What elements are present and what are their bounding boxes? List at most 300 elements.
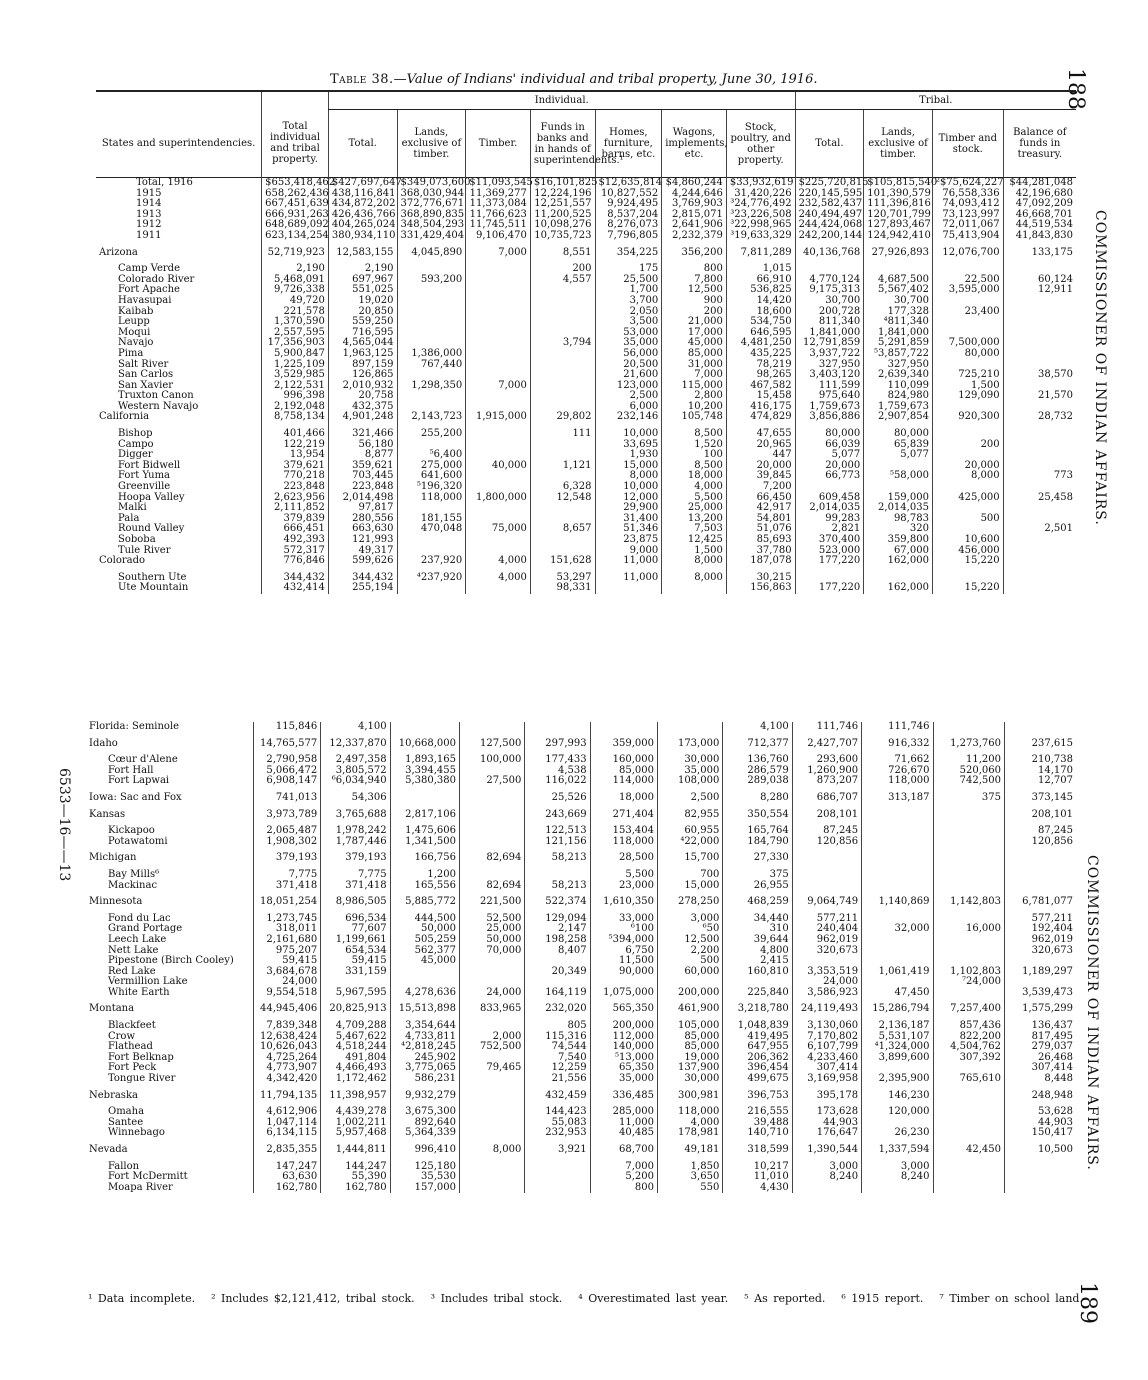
value-cell: 42,196,680 — [1003, 189, 1076, 200]
value-cell: 416,175 — [726, 402, 795, 413]
row-label: Arizona — [99, 246, 138, 258]
value-cell: 18,051,254 — [253, 897, 320, 908]
value-cell: 12,791,859 — [795, 338, 864, 349]
value-cell: 51,076 — [726, 524, 795, 535]
value-cell: 470,048 — [397, 524, 466, 535]
value-cell: 297,993 — [525, 739, 590, 750]
value-cell: ³22,998,965 — [726, 220, 795, 231]
table-title — [330, 72, 818, 87]
row-label: Tongue River — [108, 1073, 176, 1085]
value-cell: 2,000 — [460, 1032, 525, 1043]
value-cell: 8,276,073 — [595, 220, 662, 231]
value-cell: 2,111,852 — [262, 503, 329, 514]
value-cell: 11,745,511 — [466, 220, 531, 231]
value-cell — [466, 503, 531, 514]
value-cell: 177,220 — [795, 556, 864, 567]
state-row — [86, 1145, 1076, 1156]
value-cell: 177,328 — [864, 307, 933, 318]
value-cell: 534,750 — [726, 317, 795, 328]
value-cell: 162,000 — [864, 583, 933, 594]
value-cell: 41,843,830 — [1003, 231, 1076, 242]
value-cell: 11,398,957 — [321, 1091, 390, 1102]
value-cell: 1,908,302 — [253, 837, 320, 848]
value-cell: 26,468 — [1004, 1053, 1076, 1064]
value-cell: 10,668,000 — [390, 739, 459, 750]
value-cell: 359,800 — [864, 535, 933, 546]
agency-row — [96, 285, 1076, 296]
state-row — [86, 897, 1076, 908]
value-cell: 72,011,067 — [932, 220, 1003, 231]
value-cell: 8,758,134 — [262, 412, 329, 423]
value-cell: 164,119 — [525, 988, 590, 999]
row-label: Fort Hall — [108, 764, 154, 776]
value-cell: 144,247 — [321, 1162, 390, 1173]
value-cell: 44,903 — [1004, 1118, 1076, 1129]
value-cell: 47,450 — [862, 988, 933, 999]
value-cell: 279,037 — [1004, 1042, 1076, 1053]
value-cell: 118,000 — [862, 776, 933, 787]
value-cell: 7,811,289 — [726, 248, 795, 259]
value-cell: 54,306 — [321, 793, 390, 804]
value-cell: 599,626 — [328, 556, 397, 567]
value-cell: 438,116,841 — [328, 189, 397, 200]
value-cell: 725,210 — [932, 370, 1003, 381]
value-cell: 82,694 — [460, 853, 525, 864]
value-cell: 2,557,595 — [262, 328, 329, 339]
value-cell: 765,610 — [933, 1074, 1004, 1085]
agency-row — [96, 524, 1076, 535]
value-cell: 4,100 — [723, 722, 792, 733]
value-cell: 105,748 — [662, 412, 727, 423]
agency-row — [96, 535, 1076, 546]
value-cell: 136,760 — [723, 755, 792, 766]
value-cell: 492,393 — [262, 535, 329, 546]
value-cell: 8,000 — [932, 471, 1003, 482]
value-cell: 21,600 — [595, 370, 662, 381]
value-cell: 82,955 — [658, 810, 723, 821]
row-label: Southern Ute — [118, 571, 187, 583]
row-label: Colorado River — [118, 273, 195, 285]
value-cell: 120,000 — [862, 1107, 933, 1118]
value-cell: 8,240 — [792, 1172, 861, 1183]
value-cell: 15,513,898 — [390, 1004, 459, 1015]
value-cell: 4,901,248 — [328, 412, 397, 423]
value-cell: 9,932,279 — [390, 1091, 459, 1102]
value-cell — [390, 793, 459, 804]
value-cell: ⁵13,000 — [590, 1053, 657, 1064]
value-cell: 404,265,024 — [328, 220, 397, 231]
agency-row — [86, 1172, 1076, 1183]
value-cell: 320,673 — [1004, 946, 1076, 957]
value-cell: 160,000 — [590, 755, 657, 766]
value-cell — [1004, 881, 1076, 892]
value-cell: 6,134,115 — [253, 1128, 320, 1139]
value-cell: 379,839 — [262, 514, 329, 525]
value-cell: 47,655 — [726, 429, 795, 440]
value-cell: 101,390,579 — [864, 189, 933, 200]
value-cell: 375 — [723, 870, 792, 881]
value-cell: 1,189,297 — [1004, 967, 1076, 978]
row-label: Camp Verde — [118, 263, 180, 275]
value-cell: 1,121 — [530, 461, 595, 472]
value-cell: 165,764 — [723, 826, 792, 837]
value-cell: 5,066,472 — [253, 766, 320, 777]
value-cell: 3,130,060 — [792, 1021, 861, 1032]
value-cell: 12,425 — [662, 535, 727, 546]
value-cell: 129,094 — [525, 914, 590, 925]
value-cell — [460, 1183, 525, 1194]
row-label: Flathead — [108, 1041, 153, 1053]
row-label: San Carlos — [118, 369, 174, 381]
col-ind-funds: Funds in banks and in hands of superintendents.¹ — [530, 110, 595, 178]
value-cell: 4,000 — [658, 1118, 723, 1129]
value-cell: 5,077 — [864, 450, 933, 461]
value-cell: 200 — [662, 307, 727, 318]
value-cell: 8,551 — [530, 248, 595, 259]
value-cell — [792, 881, 861, 892]
value-cell — [792, 1183, 861, 1194]
row-label: Fort Yuma — [118, 470, 171, 482]
value-cell: 120,856 — [792, 837, 861, 848]
value-cell: 177,220 — [795, 583, 864, 594]
value-cell: 2,010,932 — [328, 381, 397, 392]
value-cell: $349,073,600 — [397, 178, 466, 189]
value-cell: 996,398 — [262, 391, 329, 402]
value-cell: 49,181 — [658, 1145, 723, 1156]
value-cell — [932, 296, 1003, 307]
value-cell: 7,257,400 — [933, 1004, 1004, 1015]
agency-row — [96, 317, 1076, 328]
value-cell — [933, 881, 1004, 892]
value-cell: 5,200 — [590, 1172, 657, 1183]
value-cell: 20,758 — [328, 391, 397, 402]
value-cell: 118,000 — [658, 1107, 723, 1118]
value-cell: 1,800,000 — [466, 493, 531, 504]
value-cell: 140,000 — [590, 1042, 657, 1053]
value-cell: 7,839,348 — [253, 1021, 320, 1032]
value-cell: $12,635,814 — [595, 178, 662, 189]
row-label: Grand Portage — [108, 923, 183, 935]
value-cell: 4,000 — [466, 573, 531, 584]
value-cell — [530, 535, 595, 546]
value-cell: 419,495 — [723, 1032, 792, 1043]
value-cell: 336,485 — [590, 1091, 657, 1102]
value-cell: 373,145 — [1004, 793, 1076, 804]
col-tr-lands: Lands, exclusive of timber. — [864, 110, 933, 178]
value-cell: 76,558,336 — [932, 189, 1003, 200]
value-cell: 19,020 — [328, 296, 397, 307]
value-cell: 32,000 — [862, 924, 933, 935]
value-cell — [460, 826, 525, 837]
value-cell: 100,000 — [460, 755, 525, 766]
value-cell: 307,414 — [1004, 1063, 1076, 1074]
value-cell: 24,000 — [460, 988, 525, 999]
value-cell: 223,848 — [262, 482, 329, 493]
value-cell: 240,494,497 — [795, 210, 864, 221]
value-cell — [862, 1183, 933, 1194]
value-cell: $11,093,545 — [466, 178, 531, 189]
value-cell: 45,000 — [390, 956, 459, 967]
value-cell: 2,200 — [658, 946, 723, 957]
value-cell: 432,375 — [328, 402, 397, 413]
value-cell — [460, 810, 525, 821]
value-cell: 58,213 — [525, 853, 590, 864]
value-cell: 121,993 — [328, 535, 397, 546]
value-cell: 379,193 — [253, 853, 320, 864]
value-cell: 444,500 — [390, 914, 459, 925]
value-cell: 280,556 — [328, 514, 397, 525]
value-cell: 434,872,202 — [328, 199, 397, 210]
agency-row — [86, 946, 1076, 957]
value-cell: 98,331 — [530, 583, 595, 594]
row-label: San Xavier — [118, 379, 174, 391]
value-cell — [862, 837, 933, 848]
value-cell: 371,418 — [253, 881, 320, 892]
value-cell: 5,380,380 — [390, 776, 459, 787]
value-cell — [862, 826, 933, 837]
value-cell: 15,000 — [658, 881, 723, 892]
value-cell: 468,259 — [723, 897, 792, 908]
value-cell: 60,000 — [658, 967, 723, 978]
row-label: Santee — [108, 1116, 144, 1128]
value-cell: 2,623,956 — [262, 493, 329, 504]
value-cell — [1004, 722, 1076, 733]
value-cell: 221,578 — [262, 307, 329, 318]
value-cell: 15,458 — [726, 391, 795, 402]
value-cell: 15,220 — [932, 583, 1003, 594]
value-cell: 686,707 — [792, 793, 861, 804]
value-cell: 129,090 — [932, 391, 1003, 402]
value-cell: 396,454 — [723, 1063, 792, 1074]
value-cell: 9,106,470 — [466, 231, 531, 242]
value-cell: 11,200 — [933, 755, 1004, 766]
value-cell: 244,424,068 — [795, 220, 864, 231]
state-row — [86, 722, 1076, 733]
value-cell: 9,064,749 — [792, 897, 861, 908]
value-cell: 348,504,293 — [397, 220, 466, 231]
value-cell: 52,500 — [460, 914, 525, 925]
value-cell: ⁶100 — [590, 924, 657, 935]
value-cell: 4,481,250 — [726, 338, 795, 349]
value-cell: 310 — [723, 924, 792, 935]
value-cell: 773 — [1003, 471, 1076, 482]
value-cell: 770,218 — [262, 471, 329, 482]
value-cell: 4,800 — [723, 946, 792, 957]
value-cell: 127,893,467 — [864, 220, 933, 231]
value-cell: 34,440 — [723, 914, 792, 925]
value-cell: 5,077 — [795, 450, 864, 461]
row-label: Potawatomi — [108, 835, 168, 847]
value-cell: 307,414 — [792, 1063, 861, 1074]
value-cell: ⁴237,920 — [397, 573, 466, 584]
value-cell — [525, 1172, 590, 1183]
row-label: Michigan — [89, 852, 137, 864]
value-cell: 118,000 — [397, 493, 466, 504]
value-cell: 331,159 — [321, 967, 390, 978]
value-cell: 4,538 — [525, 766, 590, 777]
value-cell: 500 — [932, 514, 1003, 525]
value-cell: 2,065,487 — [253, 826, 320, 837]
value-cell — [933, 1183, 1004, 1194]
value-cell: 1,199,661 — [321, 935, 390, 946]
value-cell: 177,433 — [525, 755, 590, 766]
row-label: Montana — [89, 1003, 135, 1015]
value-cell: 44,519,534 — [1003, 220, 1076, 231]
value-cell: 6,750 — [590, 946, 657, 957]
value-cell: 1,273,745 — [253, 914, 320, 925]
value-cell: 80,000 — [864, 429, 933, 440]
agency-row — [96, 583, 1076, 594]
value-cell: 467,582 — [726, 381, 795, 392]
value-cell: 35,000 — [658, 766, 723, 777]
value-cell — [525, 870, 590, 881]
value-cell: 59,415 — [321, 956, 390, 967]
value-cell — [466, 328, 531, 339]
value-cell: 165,556 — [390, 881, 459, 892]
total-row — [96, 231, 1076, 242]
value-cell: 4,687,500 — [864, 275, 933, 286]
value-cell: 401,466 — [262, 429, 329, 440]
value-cell: 359,621 — [328, 461, 397, 472]
value-cell: 156,863 — [726, 583, 795, 594]
value-cell: 371,418 — [321, 881, 390, 892]
value-cell: 2,907,854 — [864, 412, 933, 423]
value-cell: 5,500 — [662, 493, 727, 504]
total-row — [96, 178, 1076, 189]
row-label: Mackinac — [108, 879, 158, 891]
value-cell: 975,207 — [253, 946, 320, 957]
value-cell — [466, 285, 531, 296]
value-cell: 10,000 — [595, 482, 662, 493]
value-cell: 4,770,124 — [795, 275, 864, 286]
value-cell: 173,000 — [658, 739, 723, 750]
row-label: Total, 1916 — [136, 177, 193, 188]
value-cell: 9,924,495 — [595, 199, 662, 210]
value-cell: 60,124 — [1003, 275, 1076, 286]
value-cell — [466, 440, 531, 451]
value-cell — [1004, 1172, 1076, 1183]
value-cell: 2,790,958 — [253, 755, 320, 766]
state-row — [96, 412, 1076, 423]
value-cell — [658, 722, 723, 733]
value-cell: 8,877 — [328, 450, 397, 461]
value-cell: 37,780 — [726, 546, 795, 557]
value-cell: 200 — [530, 264, 595, 275]
value-cell: 232,953 — [525, 1128, 590, 1139]
value-cell — [466, 360, 531, 371]
value-cell: 54,801 — [726, 514, 795, 525]
value-cell: 1,963,125 — [328, 349, 397, 360]
value-cell: 49,720 — [262, 296, 329, 307]
page-number-bottom: 189 — [1075, 1282, 1100, 1324]
value-cell: 12,259 — [525, 1063, 590, 1074]
value-cell: 111,746 — [792, 722, 861, 733]
value-cell: 3,937,722 — [795, 349, 864, 360]
value-cell: 44,945,406 — [253, 1004, 320, 1015]
value-cell: 2,122,531 — [262, 381, 329, 392]
value-cell: 9,554,518 — [253, 988, 320, 999]
value-cell: 53,628 — [1004, 1107, 1076, 1118]
value-cell: 65,839 — [864, 440, 933, 451]
row-label: Fond du Lac — [108, 912, 171, 924]
value-cell — [590, 722, 657, 733]
value-cell: 1,978,242 — [321, 826, 390, 837]
row-label: Digger — [118, 449, 153, 461]
agency-row — [96, 381, 1076, 392]
row-label: Fort McDermitt — [108, 1171, 188, 1183]
value-cell: 40,485 — [590, 1128, 657, 1139]
value-cell: 1,850 — [658, 1162, 723, 1173]
value-cell: 25,458 — [1003, 493, 1076, 504]
value-cell: 3,921 — [525, 1145, 590, 1156]
value-cell: 550 — [658, 1183, 723, 1194]
value-cell: 11,766,623 — [466, 210, 531, 221]
value-cell: 7,503 — [662, 524, 727, 535]
value-cell — [530, 296, 595, 307]
value-cell: 2,500 — [595, 391, 662, 402]
value-cell: 245,902 — [390, 1053, 459, 1064]
value-cell: 8,000 — [460, 1145, 525, 1156]
value-cell: 28,500 — [590, 853, 657, 864]
value-cell: 368,030,944 — [397, 189, 466, 200]
value-cell: $225,720,815 — [795, 178, 864, 189]
row-label: Crow — [108, 1030, 136, 1042]
value-cell: 293,600 — [792, 755, 861, 766]
value-cell: 40,136,768 — [795, 248, 864, 259]
value-cell: 2,147 — [525, 924, 590, 935]
value-cell: 623,134,254 — [262, 231, 329, 242]
row-label: Western Navajo — [118, 400, 199, 412]
footnote: ⁶ 1915 report. — [841, 1292, 924, 1305]
value-cell: 658,262,436 — [262, 189, 329, 200]
value-cell: 12,707 — [1004, 776, 1076, 787]
value-cell: 237,920 — [397, 556, 466, 567]
value-cell — [530, 503, 595, 514]
value-cell: ³24,776,492 — [726, 199, 795, 210]
value-cell: 2,817,106 — [390, 810, 459, 821]
value-cell: 321,466 — [328, 429, 397, 440]
value-cell — [397, 296, 466, 307]
value-cell: 577,211 — [792, 914, 861, 925]
value-cell: ⁷24,000 — [933, 977, 1004, 988]
value-cell: 12,224,196 — [530, 189, 595, 200]
row-label: Red Lake — [108, 965, 156, 977]
value-cell — [397, 391, 466, 402]
value-cell: 12,548 — [530, 493, 595, 504]
value-cell: 8,280 — [723, 793, 792, 804]
row-label: Fort Peck — [108, 1062, 157, 1074]
state-row — [86, 793, 1076, 804]
value-cell — [397, 285, 466, 296]
value-cell: 127,500 — [460, 739, 525, 750]
value-cell — [530, 370, 595, 381]
value-cell — [1003, 503, 1076, 514]
value-cell: 12,500 — [658, 935, 723, 946]
value-cell: 3,805,572 — [321, 766, 390, 777]
value-cell: 271,404 — [590, 810, 657, 821]
running-head-upper: COMMISSIONER OF INDIAN AFFAIRS. — [1092, 210, 1108, 526]
value-cell: 1,002,211 — [321, 1118, 390, 1129]
value-cell: 3,353,519 — [792, 967, 861, 978]
value-cell: 162,780 — [321, 1183, 390, 1194]
row-label: 1915 — [136, 187, 162, 199]
value-cell — [530, 307, 595, 318]
value-cell: 120,701,799 — [864, 210, 933, 221]
value-cell: 181,155 — [397, 514, 466, 525]
value-cell: 800 — [590, 1183, 657, 1194]
value-cell — [1003, 450, 1076, 461]
value-cell: 11,200,525 — [530, 210, 595, 221]
